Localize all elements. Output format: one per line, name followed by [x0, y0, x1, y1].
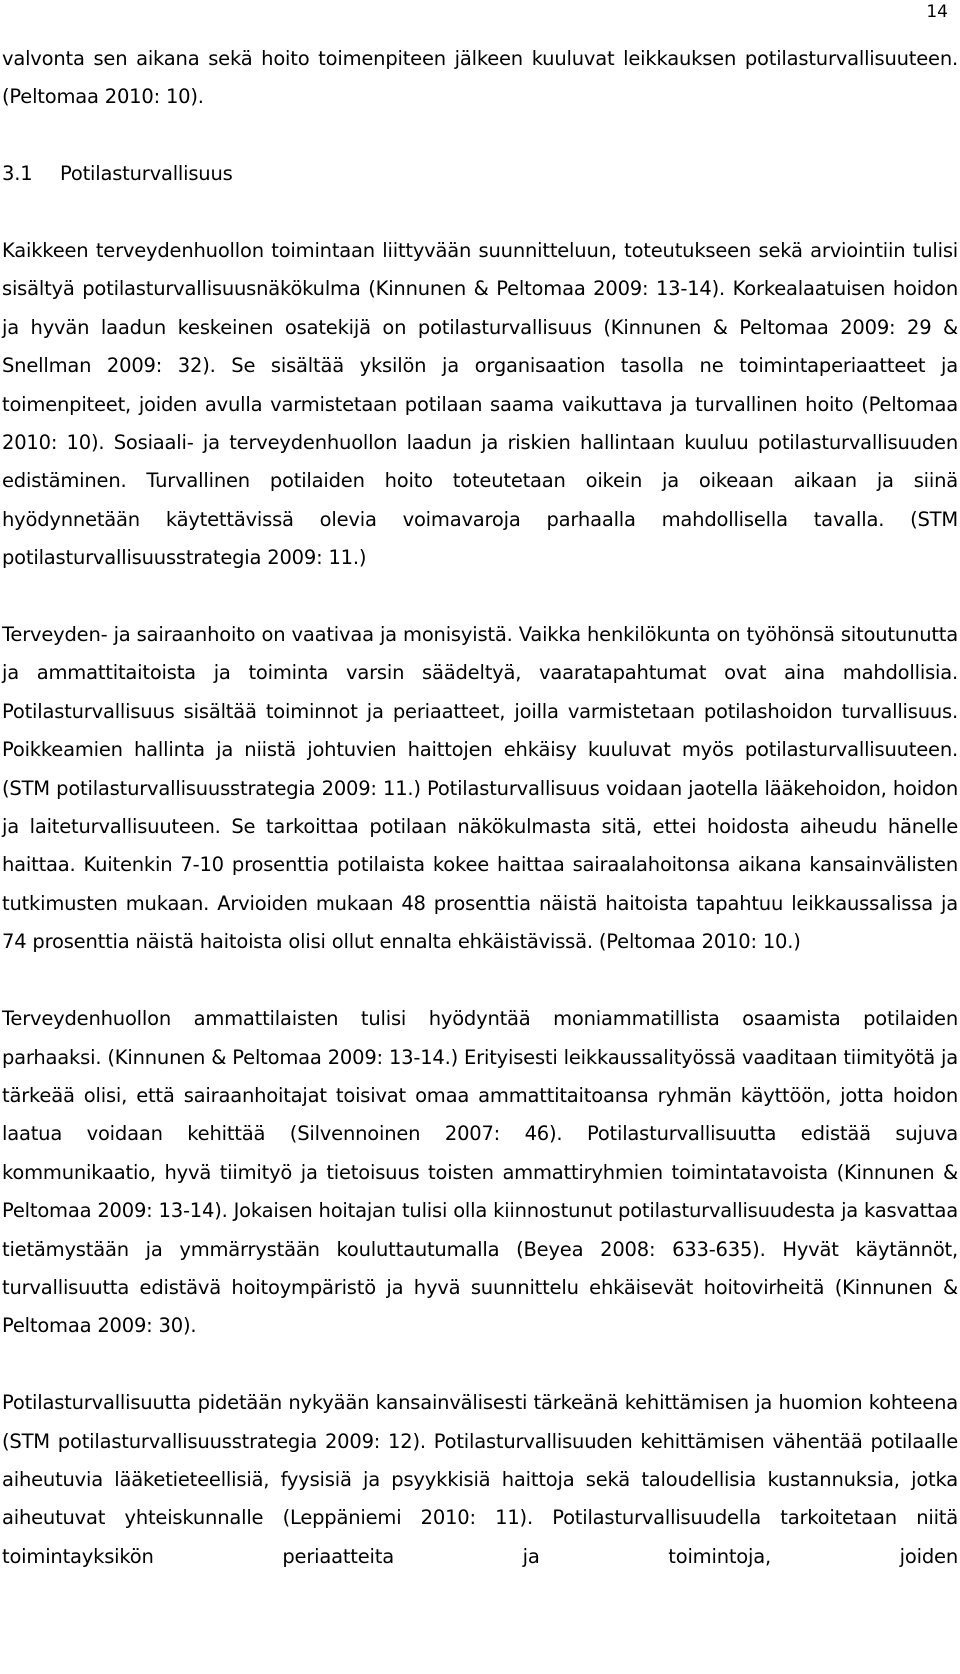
spacer: [2, 117, 958, 155]
spacer: [2, 1346, 958, 1384]
section-title: Potilasturvallisuus: [60, 162, 233, 186]
document-body: [2, 40, 958, 1576]
spacer: [2, 578, 958, 616]
spacer: [2, 962, 958, 1000]
paragraph-4: Potilasturvallisuutta pidetään nykyään kansainvälisesti tärkeänä kehittämisen ja huomion kohteena (STM potilasturvallisuusstrategia 2009: 12). Potilasturvallisuuden kehittämisen vähentää potilaalle aiheutuvia lääketieteellisiä, fyysisiä ja psyykkisiä haittoja sekä taloudellisia kustannuksia, jotka aiheutuvat yhteiskunnalle (Leppäniemi 2010: 11). Potilasturvallisuudella tarkoitetaan niitä toimintayksikön periaatteita ja toimintoja, joiden: [2, 1391, 958, 1568]
section-number: 3.1: [2, 162, 33, 186]
spacer: [2, 194, 958, 232]
paragraph-3: Terveydenhuollon ammattilaisten tulisi hyödyntää moniammatillista osaamista potilaiden parhaaksi. (Kinnunen & Peltomaa 2009: 13-14.) Erityisesti leikkaussalityössä vaaditaan tiimityötä ja tärkeää olisi, että sairaanhoitajat toisivat omaa ammattitaitoansa ryhmän käyttöön, jotta hoidon laatua voidaan kehittää (Silvennoinen 2007: 46). Potilasturvallisuutta edistää sujuva kommunikaatio, hyvä tiimityö ja tietoisuus toisten ammattiryhmien toimintatavoista (Kinnunen & Peltomaa 2009: 13-14). Jokaisen hoitajan tulisi olla kiinnostunut potilasturvallisuudesta ja kasvattaa tietämystään ja ymmärrystään kouluttautumalla (Beyea 2008: 633-635). Hyvät käytännöt, turvallisuutta edistävä hoitoympäristö ja hyvä suunnittelu ehkäisevät hoitovirheitä (Kinnunen & Peltomaa 2009: 30).: [2, 1007, 958, 1338]
paragraph-1: Kaikkeen terveydenhuollon toimintaan liittyvään suunnitteluun, toteutukseen sekä arviointiin tulisi sisältyä potilasturvallisuusnäkökulma (Kinnunen & Peltomaa 2009: 13-14). Korkealaatuisen hoidon ja hyvän laadun keskeinen osatekijä on potilasturvallisuus (Kinnunen & Peltomaa 2009: 29 & Snellman 2009: 32). Se sisältää yksilön ja organisaation tasolla ne toimintaperiaatteet ja toimenpiteet, joiden avulla varmistetaan potilaan saama vaikuttava ja turvallinen hoito (Peltomaa 2010: 10). Sosiaali- ja terveydenhuollon laadun ja riskien hallintaan kuuluu potilasturvallisuuden edistäminen. Turvallinen potilaiden hoito toteutetaan oikein ja oikeaan aikaan ja siinä hyödynnetään käytettävissä olevia voimavaroja parhaalla mahdollisella tavalla. (STM potilasturvallisuusstrategia 2009: 11.): [2, 239, 958, 570]
section-heading: [2, 155, 958, 193]
intro-paragraph: valvonta sen aikana sekä hoito toimenpiteen jälkeen kuuluvat leikkauksen potilasturvallisuuteen. (Peltomaa 2010: 10).: [2, 47, 958, 109]
page-number: 14: [926, 2, 948, 22]
paragraph-2: Terveyden- ja sairaanhoito on vaativaa ja monisyistä. Vaikka henkilökunta on työhönsä sitoutunutta ja ammattitaitoista ja toiminta varsin säädeltyä, vaaratapahtumat ovat aina mahdollisia. Potilasturvallisuus sisältää toiminnot ja periaatteet, joilla varmistetaan potilashoidon turvallisuus. Poikkeamien hallinta ja niistä johtuvien haittojen ehkäisy kuuluvat myös potilasturvallisuuteen. (STM potilasturvallisuusstrategia 2009: 11.) Potilasturvallisuus voidaan jaotella lääkehoidon, hoidon ja laiteturvallisuuteen. Se tarkoittaa potilaan näkökulmasta sitä, ettei hoidosta aiheudu hänelle haittaa. Kuitenkin 7-10 prosenttia potilaista kokee haittaa sairaalahoitonsa aikana kansainvälisten tutkimusten mukaan. Arvioiden mukaan 48 prosenttia näistä haitoista tapahtuu leikkaussalissa ja 74 prosenttia näistä haitoista olisi ollut ennalta ehkäistävissä. (Peltomaa 2010: 10.): [2, 623, 958, 954]
